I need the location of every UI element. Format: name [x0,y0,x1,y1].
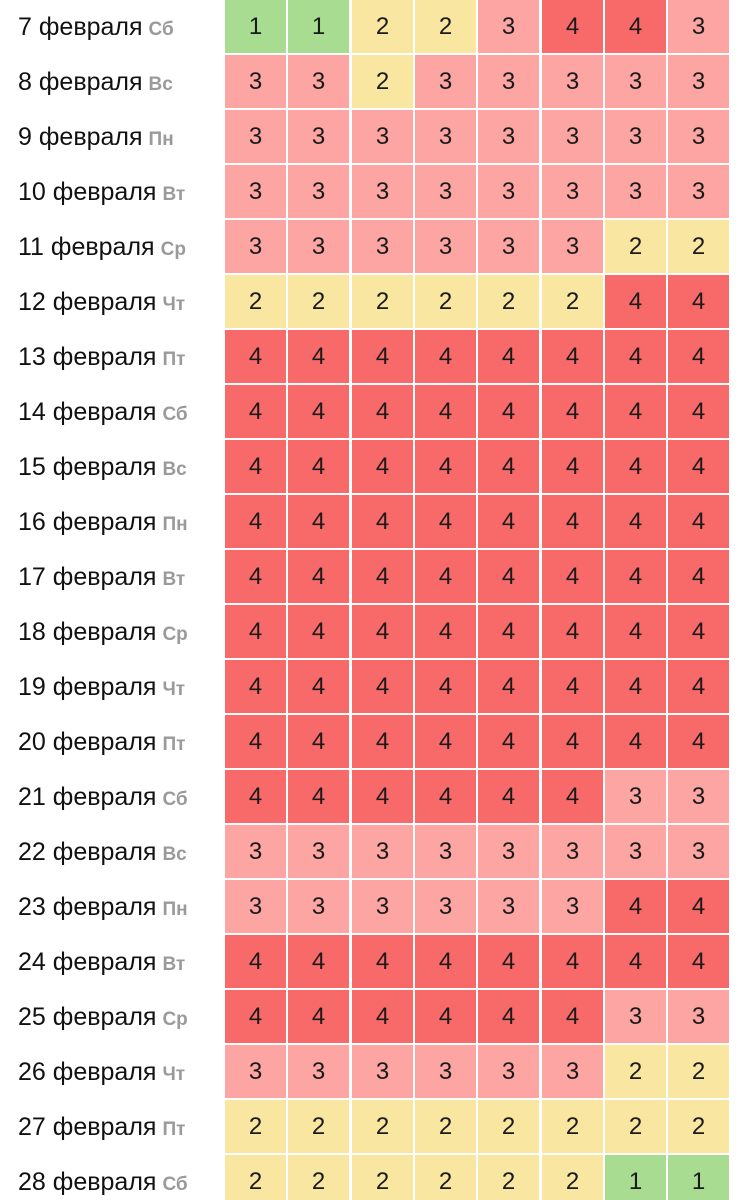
value-cell: 4 [352,935,413,988]
row-date-label [18,1155,188,1200]
table-row [0,550,750,605]
value-cell: 3 [605,110,666,163]
weekday-text: Вт [162,954,186,975]
value-cell: 4 [668,660,729,713]
value-cell: 3 [478,110,539,163]
value-cell: 4 [668,715,729,768]
date-text: 12 февраля [18,288,157,316]
value-cell: 3 [415,110,476,163]
value-cell: 4 [225,715,286,768]
weekday-text: Вт [162,184,186,205]
value-cell: 4 [605,495,666,548]
value-cell: 4 [668,440,729,493]
value-cell: 4 [288,715,349,768]
table-row [0,770,750,825]
table-row [0,1100,750,1155]
weekday-text: Пн [162,899,188,920]
value-cell: 3 [542,880,603,933]
value-cell: 3 [352,825,413,878]
weekday-text: Чт [162,294,186,315]
value-cell: 4 [478,440,539,493]
value-cell: 2 [415,275,476,328]
weekday-text: Вс [148,74,173,95]
value-cell: 4 [542,0,603,53]
value-cell: 4 [542,605,603,658]
value-cell: 2 [225,1100,286,1153]
value-cell: 4 [352,550,413,603]
weekday-text: Вс [162,459,187,480]
value-cell: 3 [605,825,666,878]
value-cell: 3 [478,1045,539,1098]
value-cell: 2 [352,0,413,53]
value-cell: 4 [352,495,413,548]
date-text: 10 февраля [18,178,157,206]
value-cell: 3 [668,165,729,218]
row-date-label [18,605,188,660]
row-date-label [18,165,185,220]
row-date-label [18,715,185,770]
table-row [0,385,750,440]
value-cell: 4 [415,495,476,548]
value-cell: 2 [352,1155,413,1200]
value-cell: 4 [415,990,476,1043]
value-cell: 1 [605,1155,666,1200]
value-cell: 4 [415,605,476,658]
table-row [0,330,750,385]
value-cell: 4 [415,715,476,768]
value-cell: 4 [352,770,413,823]
row-date-label [18,385,188,440]
value-cell: 4 [415,440,476,493]
value-cell: 3 [415,220,476,273]
table-row [0,55,750,110]
row-date-label [18,110,174,165]
value-cell: 2 [605,1045,666,1098]
value-cell: 3 [542,825,603,878]
value-cell: 4 [605,605,666,658]
value-cell: 3 [352,165,413,218]
value-cell: 3 [352,110,413,163]
weekday-text: Пт [162,734,186,755]
value-cell: 4 [542,935,603,988]
value-cell: 4 [542,495,603,548]
value-cell: 4 [605,880,666,933]
value-cell: 4 [668,880,729,933]
value-cell: 4 [668,330,729,383]
value-cell: 3 [415,165,476,218]
weekday-text: Пн [162,514,188,535]
date-text: 28 февраля [18,1168,157,1196]
value-cell: 4 [542,770,603,823]
value-cell: 3 [225,880,286,933]
table-row [0,0,750,55]
value-cell: 3 [225,1045,286,1098]
date-text: 17 февраля [18,563,157,591]
value-cell: 4 [605,550,666,603]
value-cell: 4 [542,715,603,768]
date-text: 7 февраля [18,13,143,41]
value-cell: 4 [478,330,539,383]
value-cell: 2 [288,1155,349,1200]
value-cell: 4 [605,385,666,438]
value-cell: 4 [478,605,539,658]
value-cell: 3 [542,165,603,218]
weekday-text: Ср [162,624,188,645]
value-cell: 3 [415,880,476,933]
value-cell: 2 [542,1155,603,1200]
value-cell: 2 [225,1155,286,1200]
date-text: 22 февраля [18,838,157,866]
date-text: 19 февраля [18,673,157,701]
row-date-label [18,880,188,935]
value-cell: 3 [288,880,349,933]
value-cell: 4 [415,550,476,603]
value-cell: 1 [668,1155,729,1200]
value-cell: 3 [605,165,666,218]
value-cell: 2 [605,1100,666,1153]
weekday-text: Сб [162,1174,188,1195]
row-date-label [18,550,185,605]
date-text: 18 февраля [18,618,157,646]
weekday-text: Ср [162,1009,188,1030]
weekday-text: Сб [148,19,174,40]
value-cell: 4 [605,660,666,713]
table-row [0,165,750,220]
weekday-text: Пт [162,1119,186,1140]
value-cell: 4 [478,660,539,713]
date-text: 9 февраля [18,123,143,151]
value-cell: 4 [605,0,666,53]
row-date-label [18,440,187,495]
weekday-text: Чт [162,1064,186,1085]
value-cell: 4 [225,440,286,493]
row-date-label [18,1100,185,1155]
value-cell: 4 [225,330,286,383]
value-cell: 3 [288,165,349,218]
table-row [0,440,750,495]
value-cell: 2 [478,1155,539,1200]
value-cell: 2 [542,1100,603,1153]
value-cell: 3 [668,55,729,108]
table-row [0,990,750,1045]
row-date-label [18,55,173,110]
date-text: 16 февраля [18,508,157,536]
value-cell: 4 [288,660,349,713]
date-text: 8 февраля [18,68,143,96]
date-text: 25 февраля [18,1003,157,1031]
value-cell: 2 [415,0,476,53]
value-cell: 1 [288,0,349,53]
value-cell: 3 [288,55,349,108]
value-cell: 4 [352,385,413,438]
value-cell: 4 [668,495,729,548]
weekday-text: Сб [162,404,188,425]
row-date-label [18,660,185,715]
value-cell: 4 [225,660,286,713]
value-cell: 4 [478,550,539,603]
value-cell: 4 [415,385,476,438]
value-cell: 4 [542,330,603,383]
value-cell: 3 [225,825,286,878]
value-cell: 4 [478,715,539,768]
value-cell: 3 [478,55,539,108]
table-row [0,275,750,330]
table-row [0,880,750,935]
weekday-text: Ср [160,239,186,260]
value-cell: 2 [225,275,286,328]
value-cell: 4 [668,605,729,658]
row-date-label [18,935,185,990]
value-cell: 3 [288,110,349,163]
value-cell: 4 [542,990,603,1043]
weekday-text: Пн [148,129,174,150]
value-cell: 4 [288,440,349,493]
value-cell: 4 [668,385,729,438]
row-date-label [18,495,188,550]
value-cell: 3 [288,825,349,878]
value-cell: 4 [288,495,349,548]
value-cell: 4 [352,605,413,658]
value-cell: 3 [668,990,729,1043]
value-cell: 3 [668,825,729,878]
table-row [0,1045,750,1100]
value-cell: 3 [478,880,539,933]
value-cell: 4 [225,385,286,438]
value-cell: 2 [288,1100,349,1153]
value-cell: 4 [542,550,603,603]
table-row [0,1155,750,1200]
value-cell: 4 [225,550,286,603]
value-cell: 2 [352,275,413,328]
row-date-label [18,825,187,880]
value-cell: 3 [542,1045,603,1098]
value-cell: 4 [352,990,413,1043]
value-cell: 4 [668,935,729,988]
value-cell: 4 [225,495,286,548]
value-cell: 3 [288,220,349,273]
date-text: 24 февраля [18,948,157,976]
date-text: 27 февраля [18,1113,157,1141]
value-cell: 4 [542,660,603,713]
date-text: 14 февраля [18,398,157,426]
row-date-label [18,220,186,275]
table-row [0,110,750,165]
value-cell: 4 [415,935,476,988]
value-cell: 3 [415,1045,476,1098]
value-cell: 3 [478,825,539,878]
table-row [0,935,750,990]
value-cell: 4 [478,935,539,988]
date-text: 15 февраля [18,453,157,481]
value-cell: 2 [668,1045,729,1098]
value-cell: 4 [668,550,729,603]
value-cell: 4 [605,275,666,328]
value-cell: 4 [478,385,539,438]
value-cell: 4 [288,770,349,823]
value-cell: 4 [352,660,413,713]
value-cell: 4 [415,770,476,823]
date-text: 20 февраля [18,728,157,756]
value-cell: 4 [352,440,413,493]
value-cell: 2 [415,1155,476,1200]
value-cell: 4 [478,770,539,823]
value-cell: 4 [415,660,476,713]
table-row [0,605,750,660]
value-cell: 3 [542,220,603,273]
date-text: 21 февраля [18,783,157,811]
value-cell: 4 [605,935,666,988]
row-date-label [18,275,185,330]
value-cell: 3 [352,220,413,273]
table-row [0,825,750,880]
table-row [0,660,750,715]
value-cell: 4 [605,330,666,383]
weekday-text: Пт [162,349,186,370]
value-cell: 4 [478,495,539,548]
value-cell: 4 [225,770,286,823]
value-cell: 4 [225,605,286,658]
value-cell: 3 [668,110,729,163]
value-cell: 3 [478,0,539,53]
value-cell: 3 [605,55,666,108]
value-cell: 4 [288,605,349,658]
date-text: 26 февраля [18,1058,157,1086]
row-date-label [18,0,174,55]
table-row [0,220,750,275]
value-cell: 3 [605,990,666,1043]
value-cell: 2 [542,275,603,328]
weekday-text: Вт [162,569,186,590]
value-cell: 3 [668,770,729,823]
value-cell: 2 [288,275,349,328]
value-cell: 3 [415,825,476,878]
weekday-text: Сб [162,789,188,810]
value-cell: 1 [225,0,286,53]
value-cell: 2 [415,1100,476,1153]
value-cell: 3 [225,110,286,163]
value-cell: 2 [352,55,413,108]
row-date-label [18,770,188,825]
row-date-label [18,990,188,1045]
value-cell: 3 [225,165,286,218]
value-cell: 4 [668,275,729,328]
value-cell: 3 [225,220,286,273]
value-cell: 4 [288,550,349,603]
value-cell: 4 [542,385,603,438]
value-cell: 3 [605,770,666,823]
table-row [0,495,750,550]
value-cell: 3 [225,55,286,108]
value-cell: 4 [225,935,286,988]
value-cell: 4 [288,330,349,383]
value-cell: 3 [352,1045,413,1098]
value-cell: 4 [288,990,349,1043]
value-cell: 2 [605,220,666,273]
date-text: 23 февраля [18,893,157,921]
value-cell: 3 [542,110,603,163]
value-cell: 2 [668,220,729,273]
weekday-text: Вс [162,844,187,865]
weekday-text: Чт [162,679,186,700]
value-cell: 4 [288,385,349,438]
date-text: 13 февраля [18,343,157,371]
value-cell: 3 [415,55,476,108]
value-cell: 2 [668,1100,729,1153]
row-date-label [18,1045,185,1100]
value-cell: 3 [668,0,729,53]
value-cell: 3 [288,1045,349,1098]
value-cell: 2 [478,1100,539,1153]
value-cell: 4 [352,715,413,768]
value-cell: 4 [478,990,539,1043]
value-cell: 4 [605,440,666,493]
value-cell: 4 [415,330,476,383]
value-cell: 4 [225,990,286,1043]
date-text: 11 февраля [18,233,155,261]
value-cell: 3 [542,55,603,108]
value-cell: 3 [352,880,413,933]
table-row [0,715,750,770]
row-date-label [18,330,185,385]
value-cell: 3 [478,165,539,218]
value-cell: 4 [605,715,666,768]
value-cell: 3 [478,220,539,273]
value-cell: 2 [352,1100,413,1153]
value-cell: 4 [542,440,603,493]
value-cell: 4 [352,330,413,383]
value-cell: 4 [288,935,349,988]
value-cell: 2 [478,275,539,328]
